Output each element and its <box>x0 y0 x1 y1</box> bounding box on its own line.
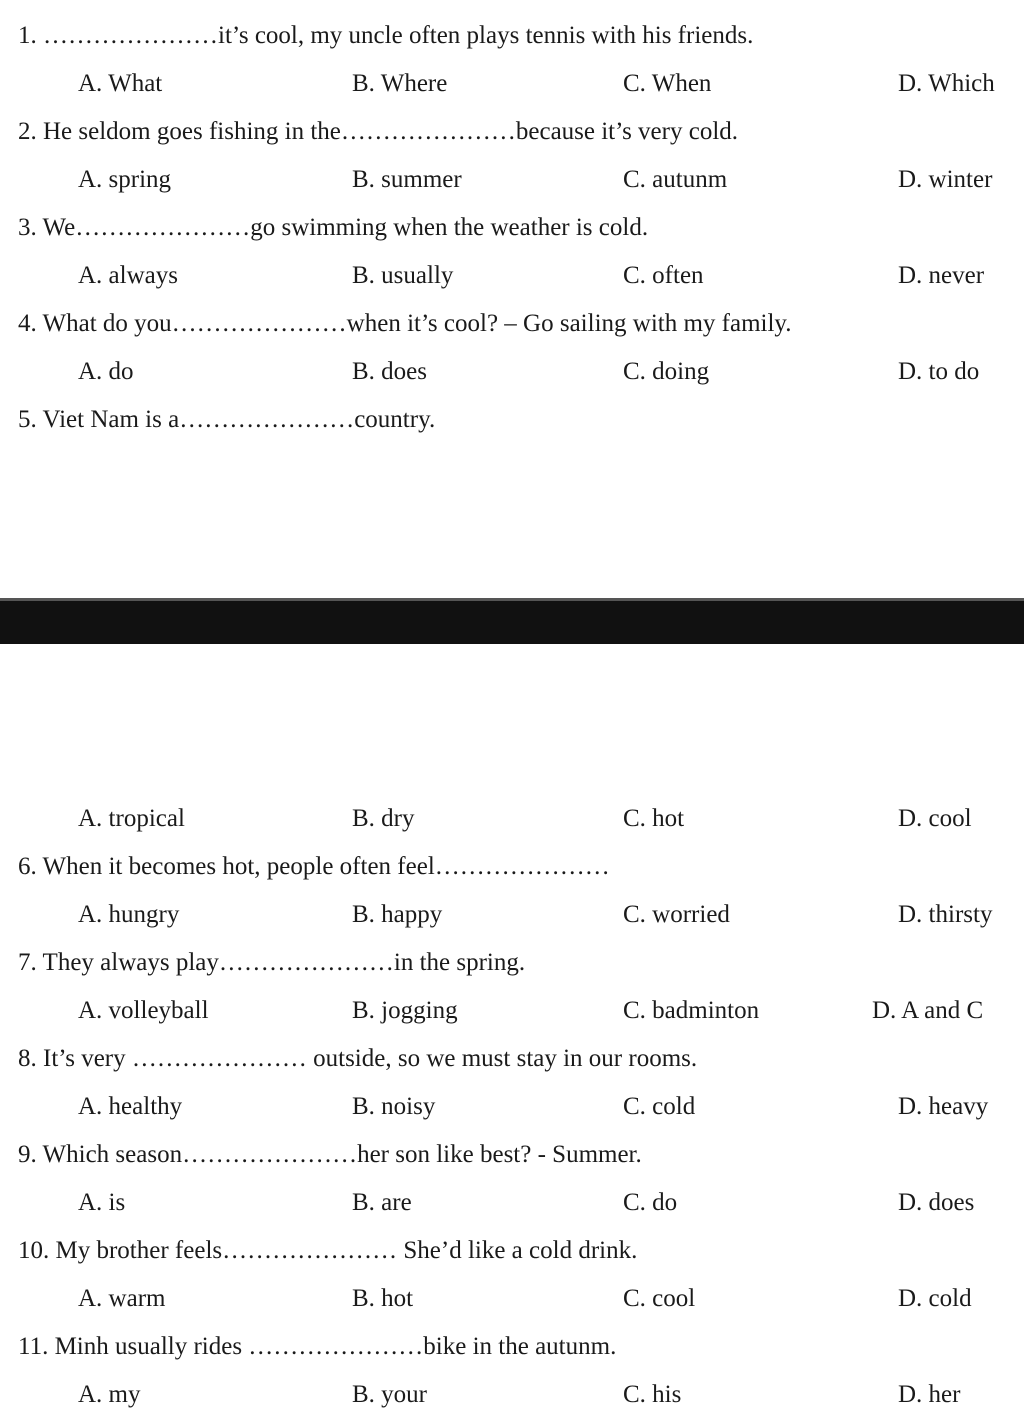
option-c: C. badminton <box>623 997 760 1024</box>
option-d: D. does <box>898 1189 975 1216</box>
question-text: 10. My brother feels………………… She’d like a cold drink. <box>18 1237 638 1264</box>
option-c: C. autunm <box>623 166 728 193</box>
question-3 <box>0 206 1024 246</box>
option-b: B. your <box>352 1381 427 1408</box>
option-b: B. Where <box>352 70 448 97</box>
option-a: A. is <box>78 1189 126 1216</box>
option-d: D. winter <box>898 166 993 193</box>
question-text: 2. He seldom goes fishing in the…………………because it’s very cold. <box>18 118 739 145</box>
option-b: B. noisy <box>352 1093 436 1120</box>
question-text: 7. They always play…………………in the spring. <box>18 949 526 976</box>
question-text: 6. When it becomes hot, people often feel………………… <box>18 853 610 880</box>
option-c: C. doing <box>623 358 710 385</box>
option-d: D. thirsty <box>898 901 993 928</box>
question-text: 4. What do you…………………when it’s cool? – Go sailing with my family. <box>18 310 792 337</box>
question-1 <box>0 14 1024 54</box>
question-6-options <box>0 893 1024 933</box>
option-b: B. hot <box>352 1285 414 1312</box>
separator-band <box>0 601 1024 644</box>
question-8 <box>0 1037 1024 1077</box>
option-c: C. When <box>623 70 712 97</box>
option-a: A. volleyball <box>78 997 209 1024</box>
option-a: A. What <box>78 70 163 97</box>
option-b: B. are <box>352 1189 412 1216</box>
question-4-options <box>0 350 1024 390</box>
option-b: B. dry <box>352 805 415 832</box>
question-10-options <box>0 1277 1024 1317</box>
question-5 <box>0 398 1024 438</box>
option-c: C. his <box>623 1381 682 1408</box>
option-a: A. do <box>78 358 134 385</box>
option-c: C. do <box>623 1189 678 1216</box>
option-d: D. cool <box>898 805 972 832</box>
option-a: A. spring <box>78 166 172 193</box>
option-a: A. hungry <box>78 901 180 928</box>
question-7-options <box>0 989 1024 1029</box>
option-a: A. tropical <box>78 805 185 832</box>
question-text: 5. Viet Nam is a…………………country. <box>18 406 436 433</box>
question-4 <box>0 302 1024 342</box>
option-d: D. Which <box>898 70 995 97</box>
option-c: C. cool <box>623 1285 696 1312</box>
question-text: 11. Minh usually rides …………………bike in the autunm. <box>18 1333 617 1360</box>
question-5-options <box>0 797 1024 837</box>
option-d: D. to do <box>898 358 980 385</box>
option-b: B. summer <box>352 166 462 193</box>
question-9-options <box>0 1181 1024 1221</box>
question-text: 1. …………………it’s cool, my uncle often plays tennis with his friends. <box>18 22 754 49</box>
option-a: A. always <box>78 262 178 289</box>
question-11-options <box>0 1373 1024 1413</box>
option-a: A. my <box>78 1381 141 1408</box>
question-2 <box>0 110 1024 150</box>
question-11 <box>0 1325 1024 1365</box>
question-1-options <box>0 62 1024 102</box>
option-d: D. her <box>898 1381 961 1408</box>
question-2-options <box>0 158 1024 198</box>
option-b: B. happy <box>352 901 443 928</box>
question-text: 8. It’s very ………………… outside, so we must stay in our rooms. <box>18 1045 698 1072</box>
option-c: C. often <box>623 262 704 289</box>
option-b: B. usually <box>352 262 454 289</box>
question-10 <box>0 1229 1024 1269</box>
option-d: D. never <box>898 262 985 289</box>
option-a: A. healthy <box>78 1093 183 1120</box>
option-c: C. hot <box>623 805 685 832</box>
question-6 <box>0 845 1024 885</box>
question-3-options <box>0 254 1024 294</box>
option-b: B. jogging <box>352 997 458 1024</box>
question-7 <box>0 941 1024 981</box>
question-text: 9. Which season…………………her son like best? - Summer. <box>18 1141 642 1168</box>
option-a: A. warm <box>78 1285 166 1312</box>
option-d: D. A and C <box>872 997 984 1024</box>
question-text: 3. We…………………go swimming when the weather is cold. <box>18 214 649 241</box>
question-9 <box>0 1133 1024 1173</box>
option-c: C. worried <box>623 901 730 928</box>
option-d: D. heavy <box>898 1093 989 1120</box>
option-d: D. cold <box>898 1285 972 1312</box>
option-c: C. cold <box>623 1093 696 1120</box>
question-8-options <box>0 1085 1024 1125</box>
option-b: B. does <box>352 358 427 385</box>
